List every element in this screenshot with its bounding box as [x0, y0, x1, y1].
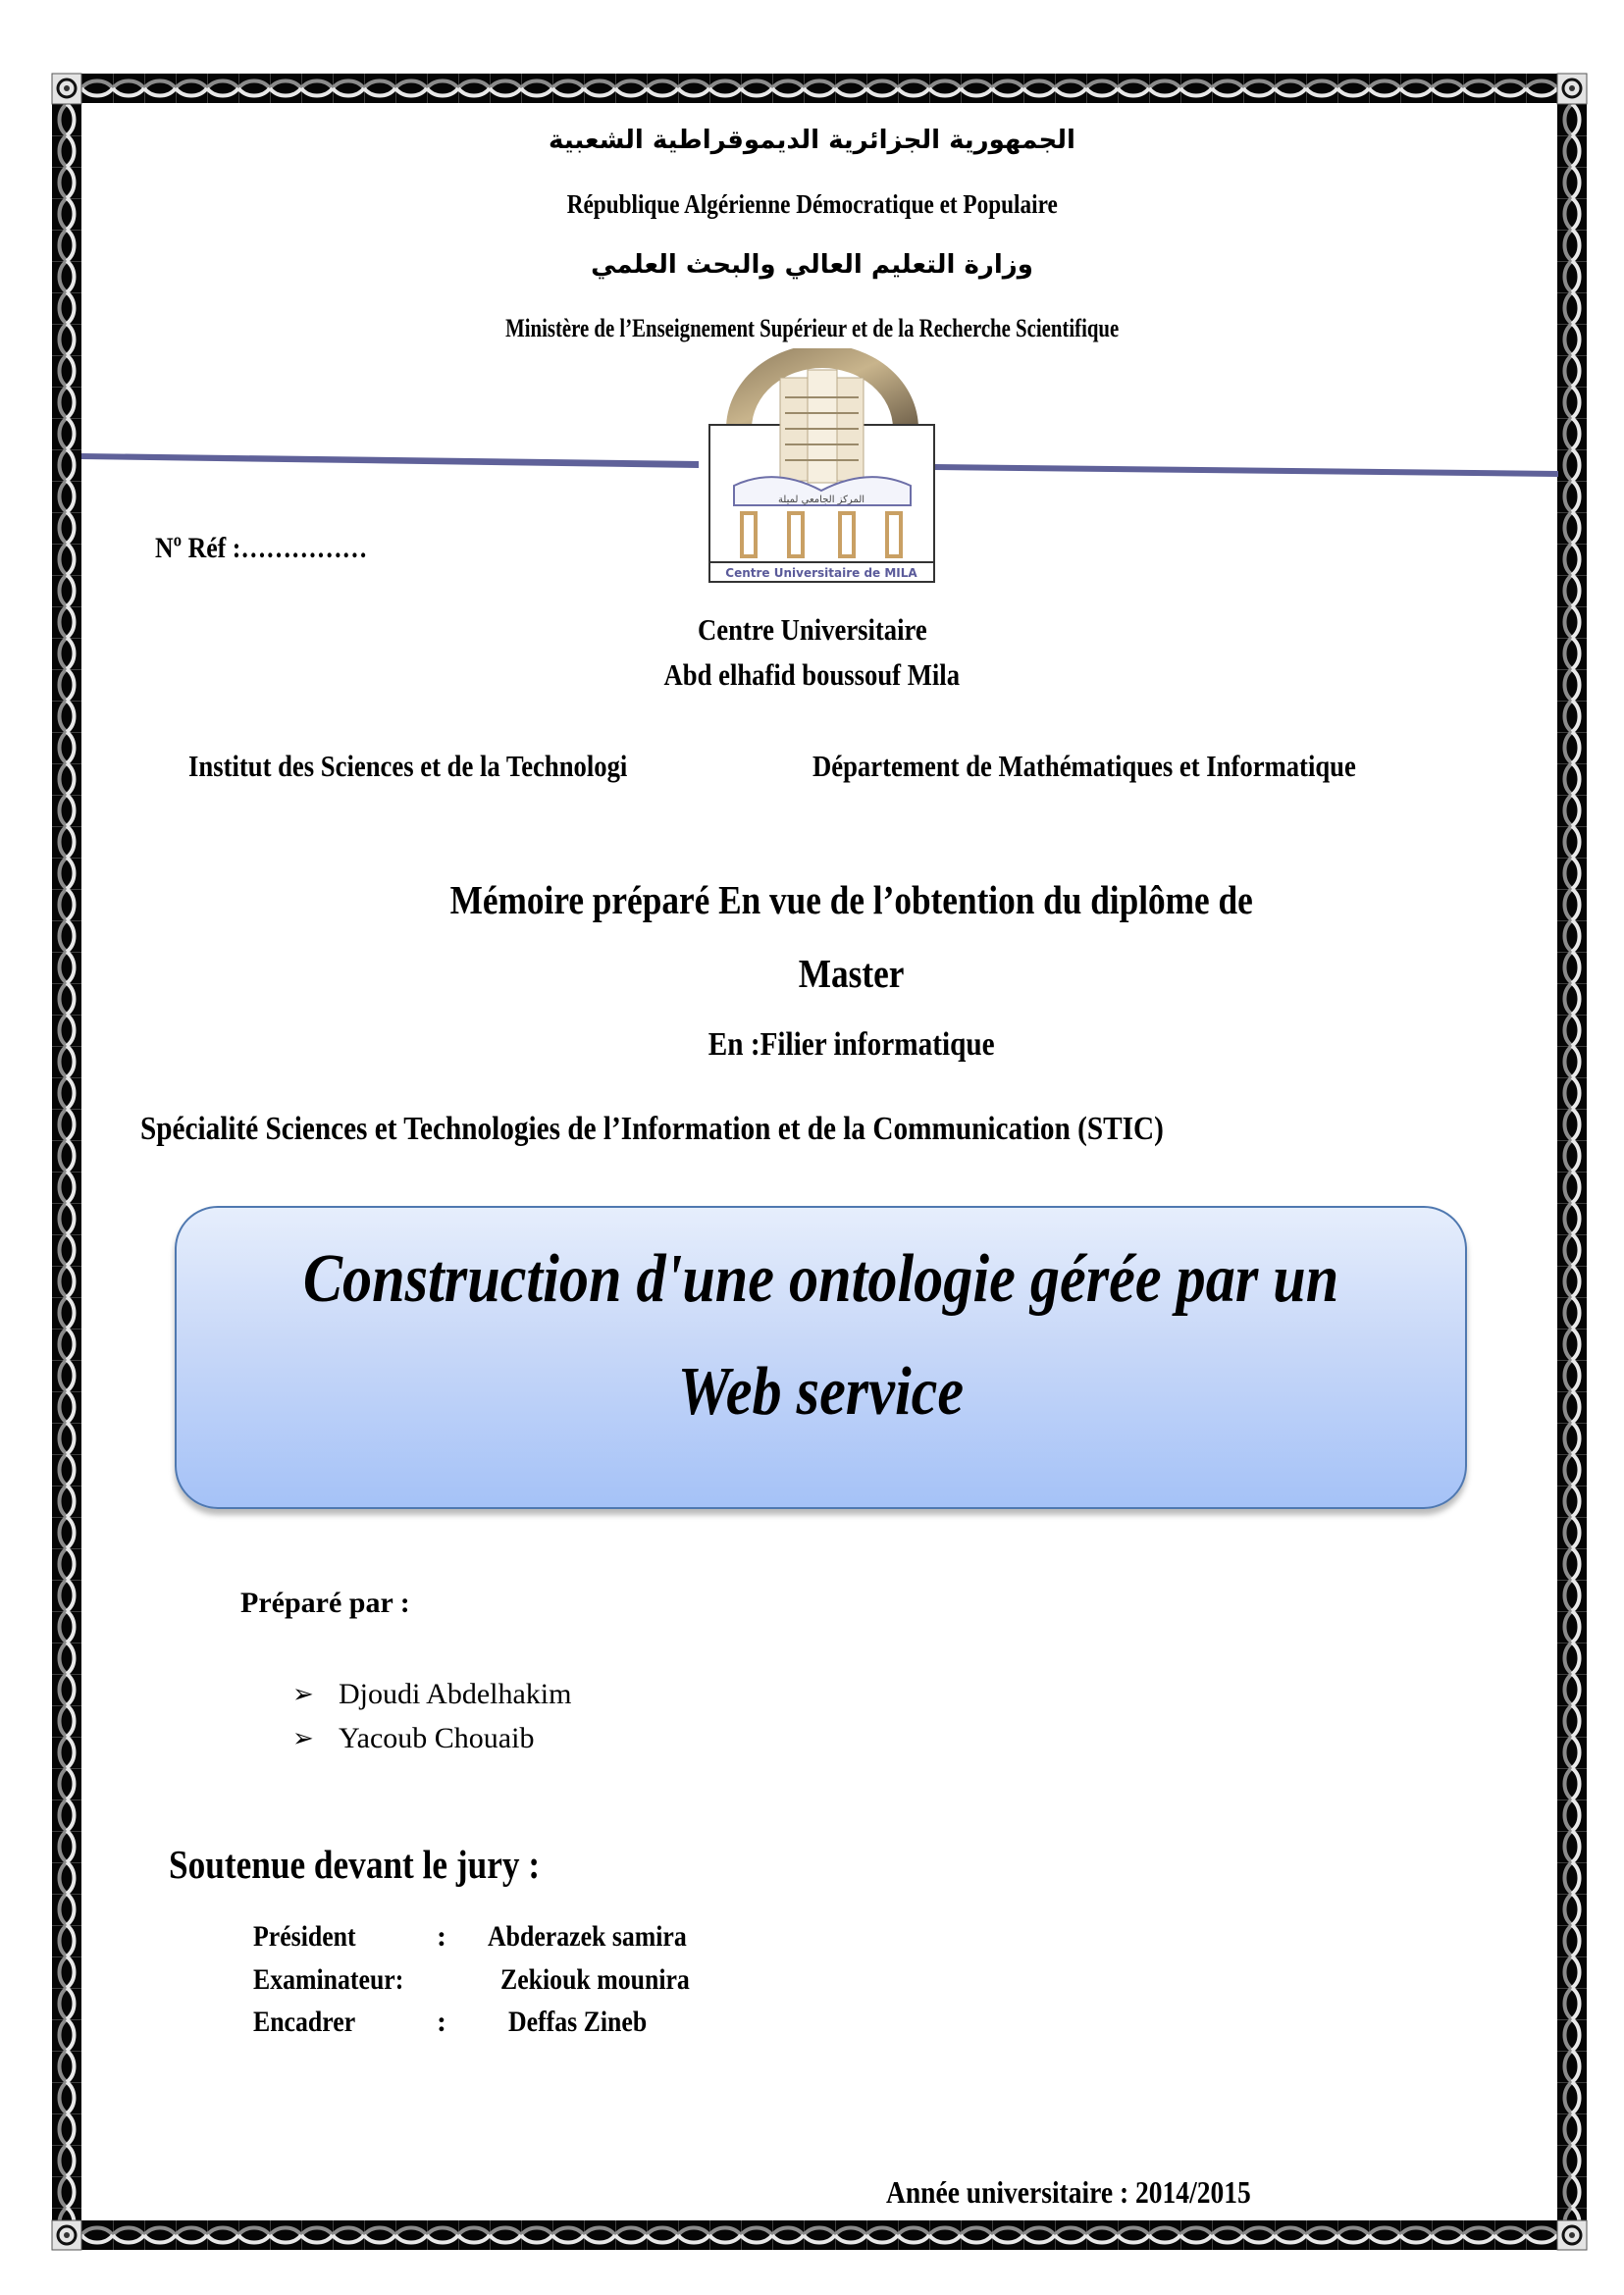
jury-role-text: Encadrer: [253, 2006, 356, 2038]
degree-field-text: En :Filier informatique: [707, 1026, 995, 1063]
jury-separator: :: [437, 1920, 446, 1953]
degree-speciality: [140, 1111, 1331, 1148]
degree-line-2-text: Master: [798, 951, 905, 996]
jury-role: [253, 1920, 373, 1954]
department-name-text: Département de Mathématiques et Informatique: [812, 749, 1356, 783]
divider-left: [81, 453, 699, 468]
jury-role-text: Président: [253, 1920, 356, 1953]
country-name-fr-text: République Algérienne Démocratique et Populaire: [566, 189, 1058, 219]
authors-label: Préparé par :: [240, 1587, 410, 1619]
thesis-title-line-1-text: Construction d'une ontologie gérée par un: [302, 1241, 1339, 1317]
corner-ornament-bl: [52, 2220, 81, 2250]
degree-line-2: [0, 950, 1624, 997]
divider-right: [934, 464, 1558, 477]
corner-ornament-tr: [1557, 74, 1587, 104]
ministry-name-ar: وزارة التعليم العالي والبحث العلمي: [591, 250, 1033, 280]
jury-role: [253, 2006, 372, 2039]
jury-role-text: Examinateur:: [253, 1963, 404, 1996]
department-name: [812, 749, 1444, 784]
academic-year: [886, 2174, 1310, 2211]
academic-year-text: Année universitaire : 2014/2015: [886, 2174, 1251, 2210]
ministry-name-fr: [0, 314, 1624, 343]
university-logo: [707, 348, 937, 586]
institution-line-2: [0, 657, 1624, 693]
author-name: Djoudi Abdelhakim: [339, 1678, 572, 1710]
ministry-name-fr-text: Ministère de l’Enseignement Supérieur et de la Recherche Scientifique: [504, 314, 1120, 342]
author-name: Yacoub Chouaib: [339, 1722, 535, 1754]
institution-line-1: [0, 612, 1624, 648]
building-icon: [780, 370, 864, 483]
institution-line-2-text: Abd elhafid boussouf Mila: [663, 657, 961, 692]
thesis-title-line-1: [177, 1241, 1465, 1317]
logo-caption: Centre Universitaire de MILA: [725, 566, 917, 580]
jury-separator: :: [437, 2006, 446, 2038]
jury-member-name-text: Abderazek samira: [488, 1920, 687, 1953]
jury-heading: [169, 1841, 601, 1888]
jury-member-name: [508, 2006, 669, 2039]
jury-role: [253, 1963, 428, 1997]
degree-line-1: [0, 876, 1624, 923]
bullet-arrow-icon: ➢: [292, 1680, 314, 1708]
institute-name: [188, 749, 699, 784]
institute-name-text: Institut des Sciences et de la Technologi: [188, 749, 628, 783]
institution-line-1-text: Centre Universitaire: [697, 612, 927, 647]
degree-field: [0, 1026, 1624, 1064]
reference-label: Nº Réf :……………: [155, 532, 368, 564]
jury-member-name-text: Zekiouk mounira: [500, 1963, 690, 1996]
jury-member-name-text: Deffas Zineb: [508, 2006, 648, 2038]
corner-ornament-br: [1557, 2220, 1587, 2250]
degree-line-1-text: Mémoire préparé En vue de l’obtention du diplôme de: [449, 877, 1253, 922]
bullet-arrow-icon: ➢: [292, 1724, 314, 1752]
border-bottom: [81, 2220, 1557, 2250]
corner-ornament-tl: [52, 74, 81, 104]
reference-number: [155, 532, 402, 565]
thesis-title-line-2-text: Web service: [677, 1354, 965, 1430]
jury-heading-text: Soutenue devant le jury :: [169, 1842, 541, 1887]
logo-arabic-text: المركز الجامعي لميلة: [777, 495, 865, 505]
thesis-title-box: [175, 1206, 1467, 1509]
country-name-ar: الجمهورية الجزائرية الديموقراطية الشعبية: [549, 126, 1075, 155]
degree-speciality-text: Spécialité Sciences et Technologies de l’Information et de la Communication (STIC): [140, 1111, 1164, 1147]
border-top: [81, 74, 1557, 103]
border-right: [1557, 104, 1587, 2220]
border-left: [52, 104, 81, 2220]
thesis-title-line-2: [177, 1354, 1465, 1430]
jury-member-name: [488, 1920, 719, 1954]
jury-member-name: [500, 1963, 720, 1997]
country-name-fr: [0, 189, 1624, 220]
